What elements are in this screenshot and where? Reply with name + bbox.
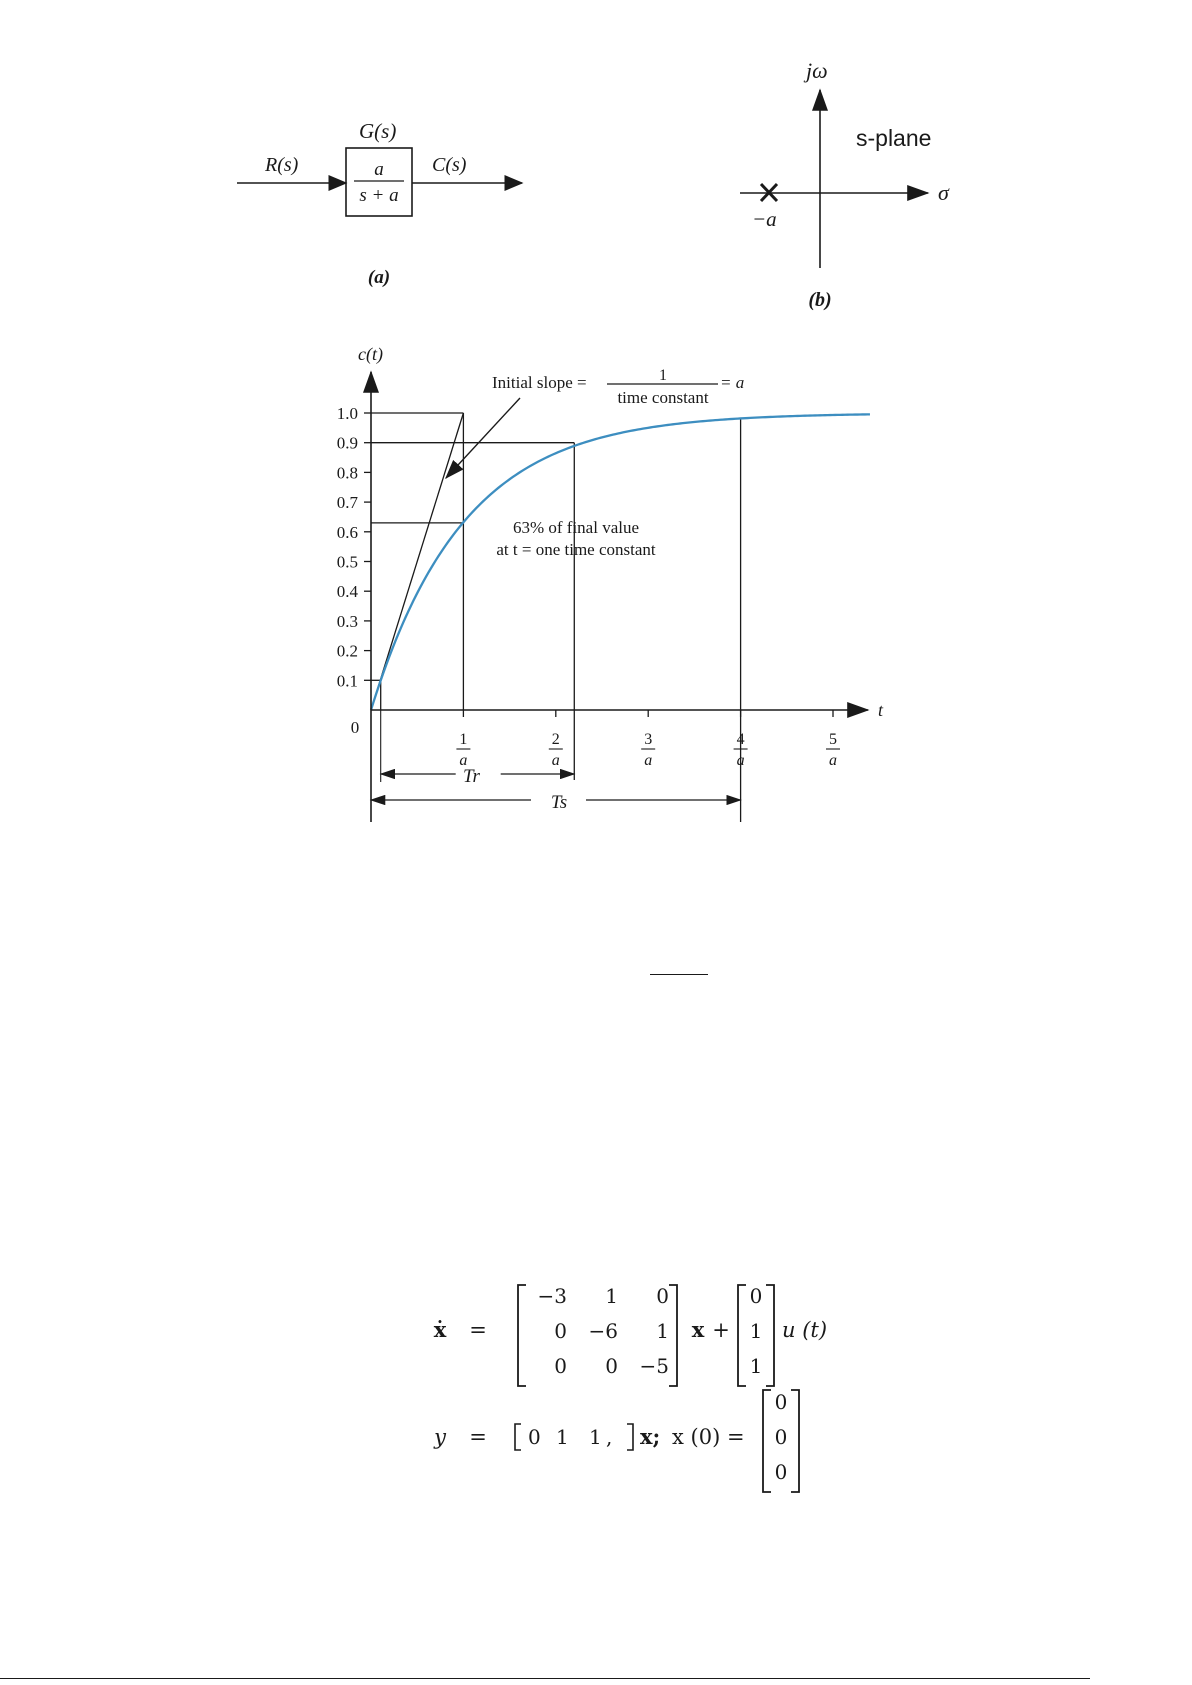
rise-time-label: Tr: [463, 766, 480, 787]
y-output: y: [434, 1425, 446, 1449]
svg-text:,: ,: [606, 1425, 613, 1449]
eq2: =: [469, 1425, 487, 1449]
x-ticks: [456, 710, 840, 769]
svg-text:0: 0: [605, 1354, 618, 1378]
y-tick-label: 0.8: [336, 463, 358, 483]
y-ticks: [337, 404, 371, 690]
x0-label: x (0) =: [672, 1425, 745, 1449]
tf-numerator: a: [374, 159, 384, 180]
y-axis-label: c(t): [358, 344, 383, 364]
output-label: C(s): [432, 154, 467, 176]
step-response-chart: [0, 340, 960, 840]
eq1: =: [469, 1318, 487, 1342]
svg-text:Initial slope =: Initial slope =: [492, 373, 587, 392]
y-tick-label: 0.5: [336, 552, 358, 572]
svg-text:0: 0: [774, 1390, 788, 1414]
input-label: R(s): [265, 154, 299, 176]
x-tick-numerator: 2: [551, 731, 560, 748]
svg-text:0: 0: [554, 1319, 567, 1343]
x-bold-2: x;: [640, 1424, 661, 1449]
x-tick-numerator: 5: [829, 731, 837, 748]
svg-text:0: 0: [554, 1354, 567, 1378]
matrix-A: [518, 1284, 677, 1386]
chart-axes: [371, 372, 868, 822]
x-tick-numerator: 3: [644, 731, 653, 748]
tf-denominator: s + a: [359, 185, 399, 206]
svg-text:1: 1: [749, 1319, 763, 1343]
s-plane-label: s-plane: [856, 125, 932, 151]
settling-time-label: Ts: [550, 792, 568, 813]
x-tick-denominator: a: [551, 752, 560, 769]
svg-text:−6: −6: [588, 1319, 618, 1343]
s-plane-diagram: [700, 0, 1020, 320]
origin-label: 0: [350, 718, 360, 737]
block-label: G(s): [359, 119, 397, 143]
y-tick-label: 0.7: [336, 493, 358, 513]
y-tick-label: 0.1: [336, 671, 358, 691]
svg-text:0: 0: [774, 1460, 788, 1484]
svg-text:0: 0: [528, 1425, 541, 1449]
svg-text:1: 1: [656, 1319, 669, 1343]
y-tick-label: 0.6: [336, 522, 358, 542]
svg-text:1: 1: [749, 1354, 763, 1378]
svg-text:at t = one time constant: at t = one time constant: [496, 540, 656, 559]
svg-text:= a: = a: [720, 373, 745, 392]
block-diagram: [0, 0, 600, 300]
svg-text:1: 1: [605, 1284, 618, 1308]
x-tick-denominator: a: [736, 752, 745, 769]
pole-label: −a: [752, 207, 777, 231]
percent-annotation: [496, 518, 656, 559]
y-tick-label: 1.0: [336, 404, 358, 423]
x-tick-denominator: a: [829, 752, 837, 769]
caption-b: (b): [808, 289, 832, 311]
x-bold-1: x: [691, 1317, 705, 1342]
svg-text:0: 0: [774, 1425, 788, 1449]
y-tick-label: 0.9: [336, 433, 358, 453]
svg-text:time constant: time constant: [617, 388, 709, 407]
y-tick-label: 0.4: [336, 582, 358, 602]
y-tick-label: 0.2: [336, 641, 358, 661]
svg-text:0: 0: [656, 1284, 669, 1308]
x-tick-denominator: a: [644, 752, 653, 769]
plus: +: [712, 1318, 730, 1342]
svg-text:1: 1: [556, 1425, 569, 1449]
svg-text:−5: −5: [639, 1354, 669, 1378]
page-footer-rule: [0, 1678, 1090, 1679]
y-tick-label: 0.3: [336, 611, 358, 631]
x-tick-numerator: 1: [459, 731, 468, 748]
svg-text:1: 1: [659, 367, 667, 384]
svg-text:1: 1: [589, 1425, 602, 1449]
fraction-bar-fragment: [650, 974, 708, 975]
x-tick-numerator: 4: [736, 731, 745, 748]
matrix-C: [515, 1424, 633, 1450]
response-curve: [371, 414, 870, 710]
slope-pointer: [446, 398, 520, 478]
imag-axis-label: jω: [806, 58, 828, 83]
svg-text:−3: −3: [537, 1284, 567, 1308]
xdot: ẋ: [433, 1317, 447, 1342]
input-u: u (t): [782, 1318, 828, 1342]
svg-text:0: 0: [749, 1284, 763, 1308]
svg-text:63% of final value: 63% of final value: [512, 518, 640, 537]
real-axis-label: σ: [938, 180, 949, 205]
vector-B: [738, 1284, 774, 1386]
state-equations: [0, 1265, 900, 1505]
x-axis-label: t: [878, 700, 884, 720]
caption-a: (a): [367, 267, 391, 288]
x-tick-denominator: a: [459, 752, 468, 769]
vector-x0: [763, 1390, 799, 1492]
